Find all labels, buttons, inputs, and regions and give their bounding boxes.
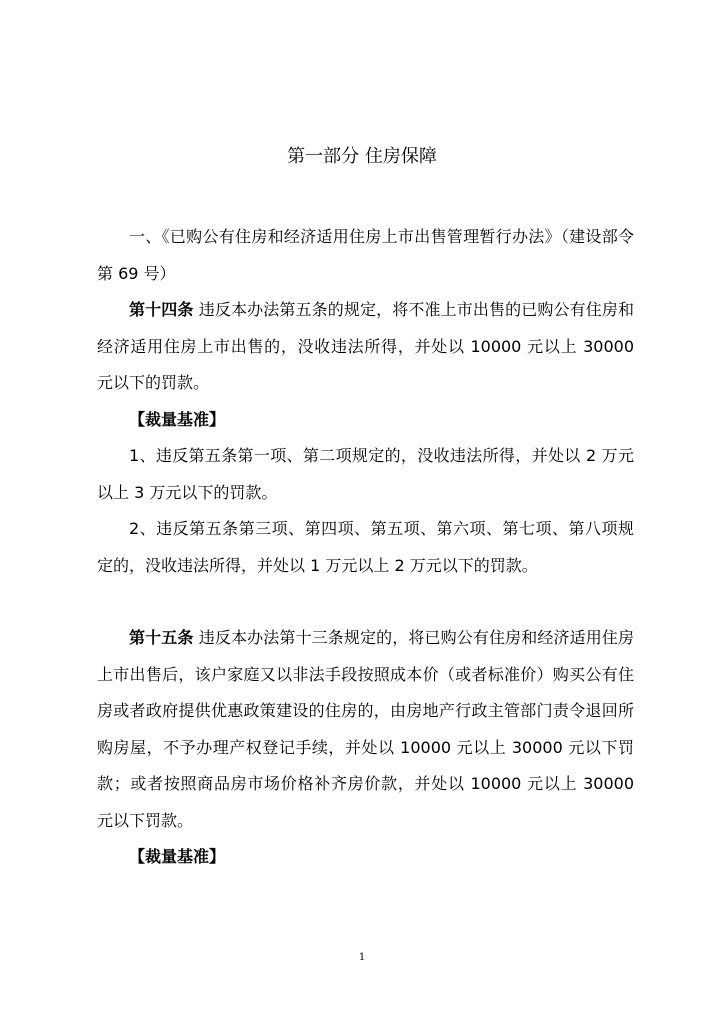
article-14-label: 第十四条 <box>129 300 194 319</box>
paragraph-gap <box>97 584 634 620</box>
article-14-text: 违反本办法第五条的规定，将不准上市出售的已购公有住房和经济适用住房上市出售的，没收违法所得，并处以 10000 元以上 30000 元以下的罚款。 <box>97 300 634 392</box>
article-15-text: 违反本办法第十三条规定的，将已购公有住房和经济适用住房上市出售后，该户家庭又以非法手段按照成本价（或者标准价）购买公有住房或者政府提供优惠政策建设的住房的，由房地产行政主管部门责令退回所购房屋，不予办理产权登记手续，并处以 10000 元以上 30000 元以下罚款；或者按照商品房市场价格补齐房价款，并处以 10000 元以上 30000 元以下罚款。 <box>97 628 634 830</box>
standard-1-item-2: 2、违反第五条第三项、第四项、第五项、第六项、第七项、第八项规定的，没收违法所得，并处以 1 万元以上 2 万元以下的罚款。 <box>97 519 634 575</box>
page-number: 1 <box>358 952 366 963</box>
article-15-label: 第十五条 <box>129 628 194 647</box>
discretion-standard-heading-2: 【裁量基准】 <box>129 847 226 866</box>
article-15-paragraph <box>97 620 634 839</box>
page-title: 第一部分 住房保障 <box>287 146 437 167</box>
document-body <box>97 219 634 876</box>
standard-1-item-1: 1、违反第五条第一项、第二项规定的，没收违法所得，并处以 2 万元以上 3 万元以下的罚款。 <box>97 446 634 502</box>
discretion-standard-heading-1: 【裁量基准】 <box>129 409 226 429</box>
article-14-paragraph <box>97 292 634 402</box>
section-heading: 一、《已购公有住房和经济适用住房上市出售管理暂行办法》（建设部令第 69 号） <box>97 227 634 283</box>
